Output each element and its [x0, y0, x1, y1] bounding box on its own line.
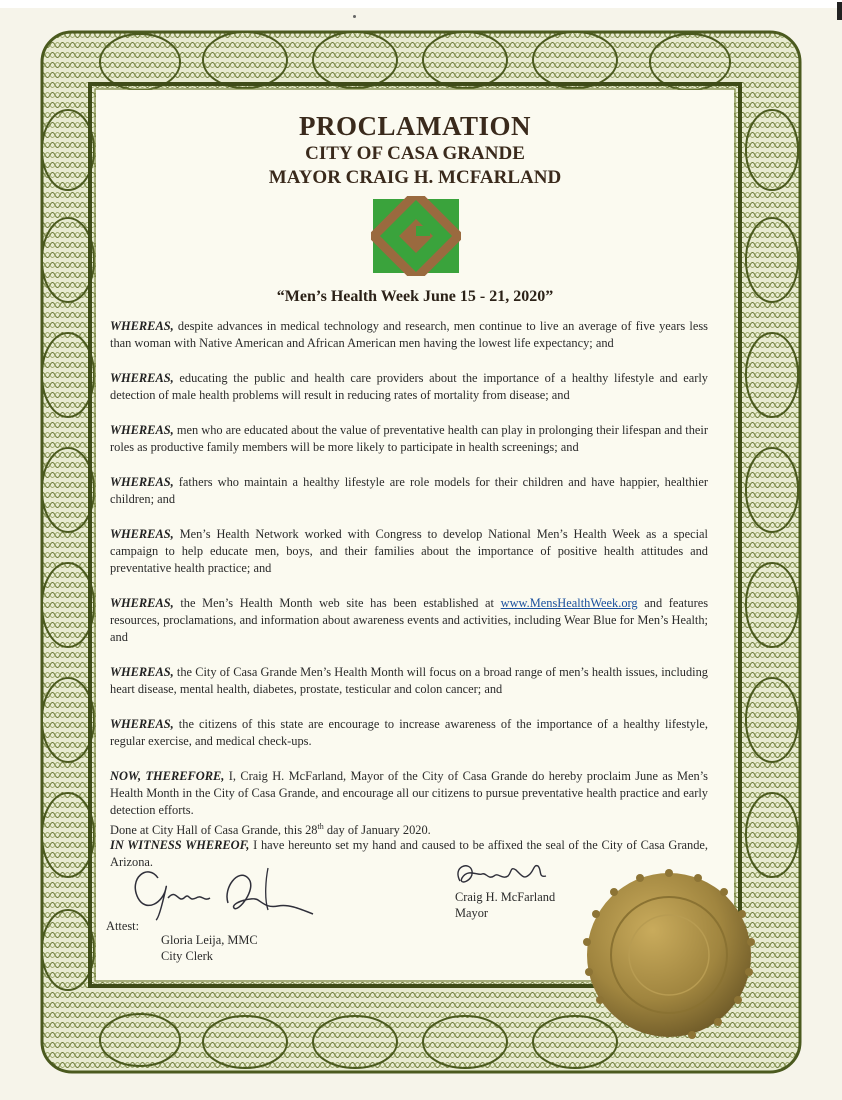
clerk-signature-block [161, 932, 258, 964]
mayor-name: Craig H. McFarland [455, 890, 556, 904]
whereas-paragraph: WHEREAS, Men’s Health Network worked with Congress to develop National Men’s Health Week as a special campaign to help educate men, boys, and their families about the importance of positive health attitudes and preventative health practice; and [110, 527, 708, 575]
mayor-name-heading: MAYOR CRAIG H. MCFARLAND [268, 167, 562, 188]
whereas-paragraph: WHEREAS, men who are educated about the value of preventative health can play in prolonging their lifespan and their roles as productive family members will be more likely to participate in health screenings; and [110, 423, 708, 454]
done-at-line: Done at City Hall of Casa Grande, this 28th day of January 2020. [110, 822, 431, 838]
whereas-paragraph: WHEREAS, educating the public and health care providers about the importance of a healthy lifestyle and early detection of male health problems will result in reducing rates of mortality from disease; and [110, 371, 708, 402]
whereas-paragraph: WHEREAS, fathers who maintain a healthy lifestyle are role models for their children and have happier, healthier children; and [110, 475, 708, 506]
whereas-paragraph: WHEREAS, the Men’s Health Month web site has been established at www.MensHealthWeek.org and features resources, proclamations, and information about awareness events and activities, including Wear Blue for Men’s Health; and [110, 596, 709, 644]
page-title: PROCLAMATION [299, 111, 531, 141]
whereas-paragraph: WHEREAS, the City of Casa Grande Men’s Health Month will focus on a broad range of men’s health issues, including heart disease, mental health, diabetes, prostate, testicular and colon cancer; and [110, 665, 708, 696]
therefore-paragraph: NOW, THEREFORE, I, Craig H. McFarland, Mayor of the City of Casa Grande do hereby proclaim June as Men’s Health Month in the City of Casa Grande, and encourage all our citizens to pursue preventative health practice and early detection efforts. [110, 769, 709, 817]
mayor-role: Mayor [455, 906, 489, 920]
clerk-name: Gloria Leija, MMC [161, 933, 258, 947]
attest-label: Attest: [106, 919, 140, 933]
city-name: CITY OF CASA GRANDE [305, 143, 525, 164]
mayor-signature-block [455, 889, 555, 921]
clerk-role: City Clerk [161, 949, 213, 963]
event-title: “Men’s Health Week June 15 - 21, 2020” [276, 288, 554, 305]
whereas-paragraph: WHEREAS, despite advances in medical technology and research, men continue to live an average of five years less than woman with Native American and African American men having the lowest life expectancy; and [110, 319, 708, 350]
proclamation-body [110, 318, 708, 889]
city-logo-icon [371, 196, 461, 276]
clerk-signature-icon [118, 858, 318, 928]
whereas-paragraph: WHEREAS, the citizens of this state are encourage to increase awareness of the importance of a healthy lifestyle, regular exercise, and medical check-ups. [110, 717, 708, 748]
witness-paragraph: IN WITNESS WHEREOF, I have hereunto set my hand and caused to be affixed the seal of the City of Casa Grande, Arizona. [110, 838, 708, 869]
website-link[interactable]: www.MensHealthWeek.org [500, 596, 638, 610]
gold-seal-icon [580, 866, 758, 1044]
proclamation-header [96, 110, 734, 190]
